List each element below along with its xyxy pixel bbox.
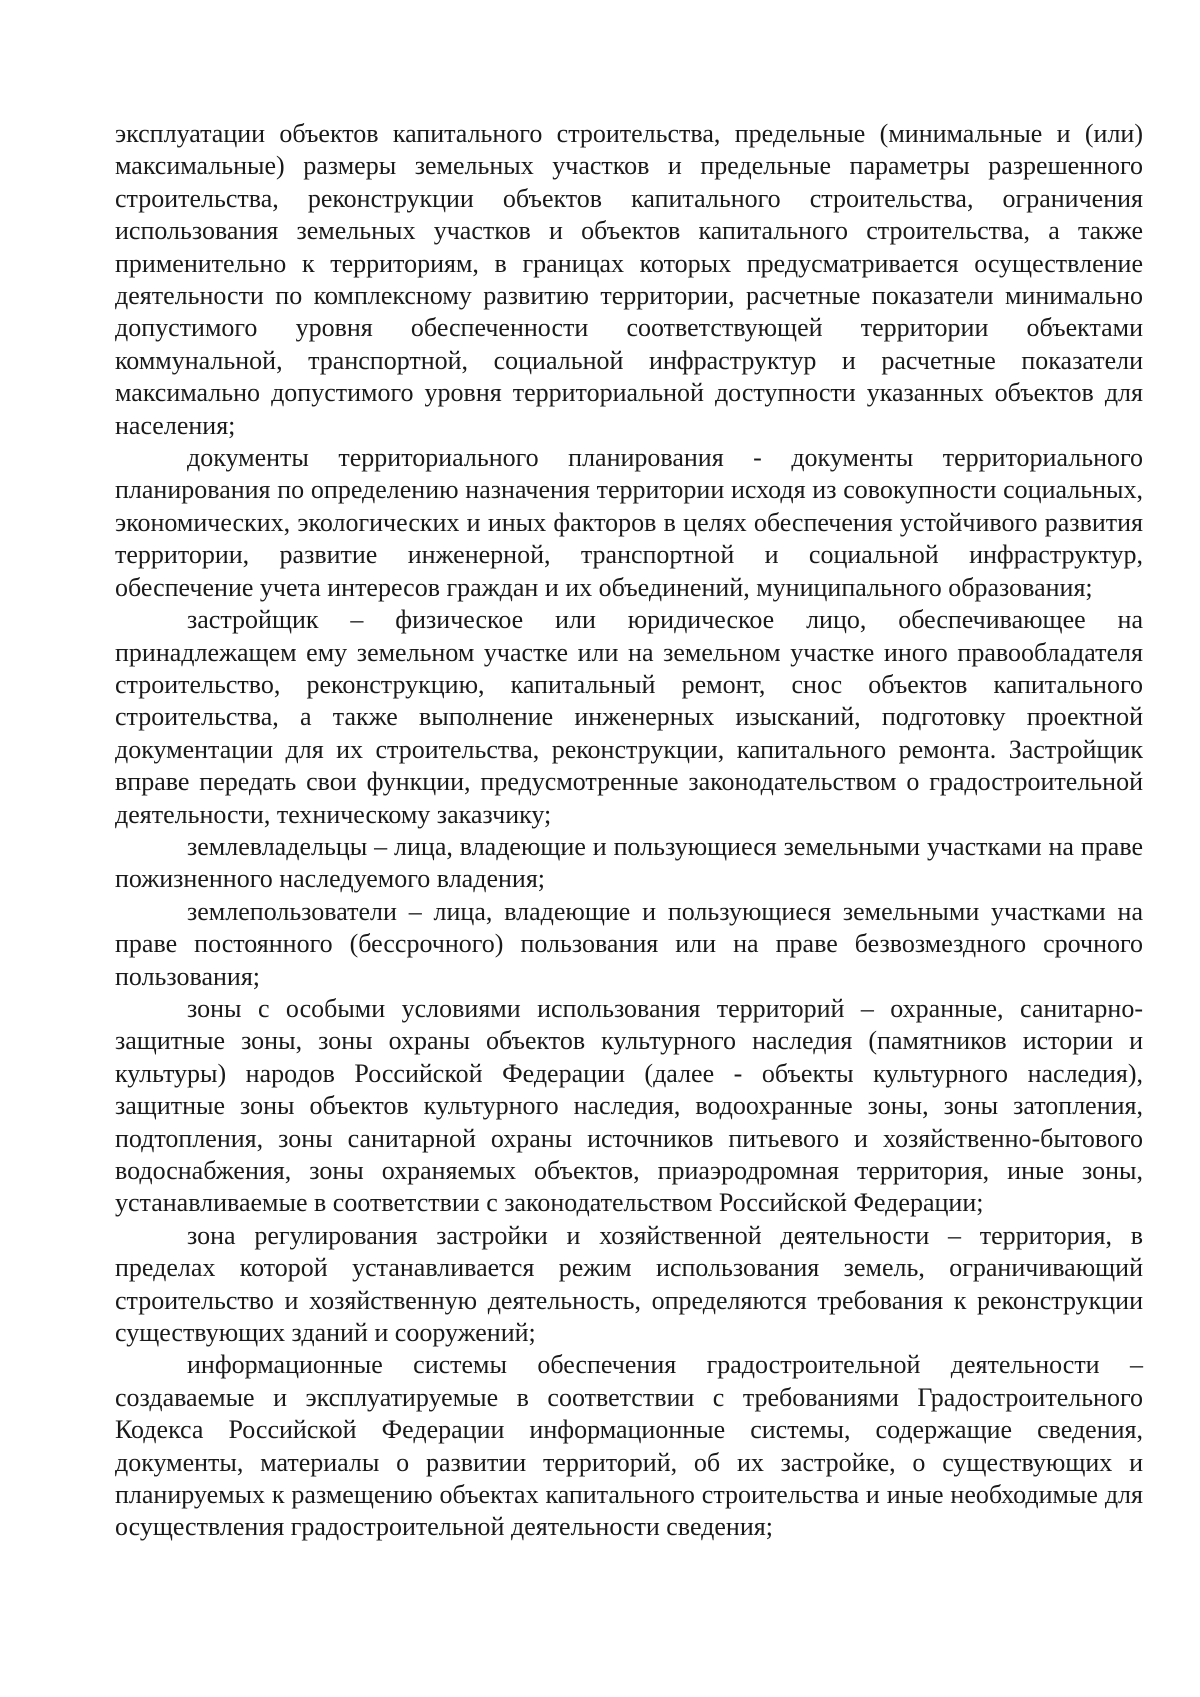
paragraph-landowners: землевладельцы – лица, владеющие и пользующиеся земельными участками на праве пожизненного наследуемого владения; bbox=[115, 831, 1143, 894]
paragraph-land-users: землепользователи – лица, владеющие и пользующиеся земельными участками на праве постоянного (бессрочного) пользования или на праве безвозмездного срочного пользования; bbox=[115, 896, 1143, 991]
paragraph-territorial-planning-documents: документы территориального планирования - документы территориального планирования по определению назначения территории исходя из совокупности социальных, экономических, экологических и иных факторов в целях обеспечения устойчивого развития территории, развитие инженерной, транспортной и социальной инфраструктур, обеспечение учета интересов граждан и их объединений, муниципального образования; bbox=[115, 443, 1143, 602]
document-body bbox=[115, 118, 1143, 1544]
paragraph-regulation-zone: зона регулирования застройки и хозяйственной деятельности – территория, в пределах которой устанавливается режим использования земель, ограничивающий строительство и хозяйственную деятельность, определяются требования к реконструкции существующих зданий и сооружений; bbox=[115, 1220, 1143, 1348]
paragraph-information-systems: информационные системы обеспечения градостроительной деятельности – создаваемые и эксплуатируемые в соответствии с требованиями Градостроительного Кодекса Российской Федерации информационные системы, содержащие сведения, документы, материалы о развитии территорий, об их застройке, о существующих и планируемых к размещению объектах капитального строительства и иные необходимые для осуществления градостроительной деятельности сведения; bbox=[115, 1350, 1143, 1542]
paragraph-special-use-zones: зоны с особыми условиями использования территорий – охранные, санитарно-защитные зоны, зоны охраны объектов культурного наследия (памятников истории и культуры) народов Российской Федерации (далее - объекты культурного наследия), защитные зоны объектов культурного наследия, водоохранные зоны, зоны затопления, подтопления, зоны санитарной охраны источников питьевого и хозяйственно-бытового водоснабжения, зоны охраняемых объектов, приаэродромная территория, иные зоны, устанавливаемые в соответствии с законодательством Российской Федерации; bbox=[115, 993, 1143, 1218]
paragraph-developer: застройщик – физическое или юридическое лицо, обеспечивающее на принадлежащем ему земельном участке или на земельном участке иного правообладателя строительство, реконструкцию, капитальный ремонт, снос объектов капитального строительства, а также выполнение инженерных изысканий, подготовку проектной документации для их строительства, реконструкции, капитального ремонта. Застройщик вправе передать свои функции, предусмотренные законодательством о градостроительной деятельности, техническому заказчику; bbox=[115, 605, 1143, 829]
paragraph-continuation: эксплуатации объектов капитального строительства, предельные (минимальные и (или) максимальные) размеры земельных участков и предельные параметры разрешенного строительства, реконструкции объектов капитального строительства, ограничения использования земельных участков и объектов капитального строительства, а также применительно к территориям, в границах которых предусматривается осуществление деятельности по комплексному развитию территории, расчетные показатели минимально допустимого уровня обеспеченности соответствующей территории объектами коммунальной, транспортной, социальной инфраструктур и расчетные показатели максимально допустимого уровня территориальной доступности указанных объектов для населения; bbox=[115, 119, 1143, 440]
